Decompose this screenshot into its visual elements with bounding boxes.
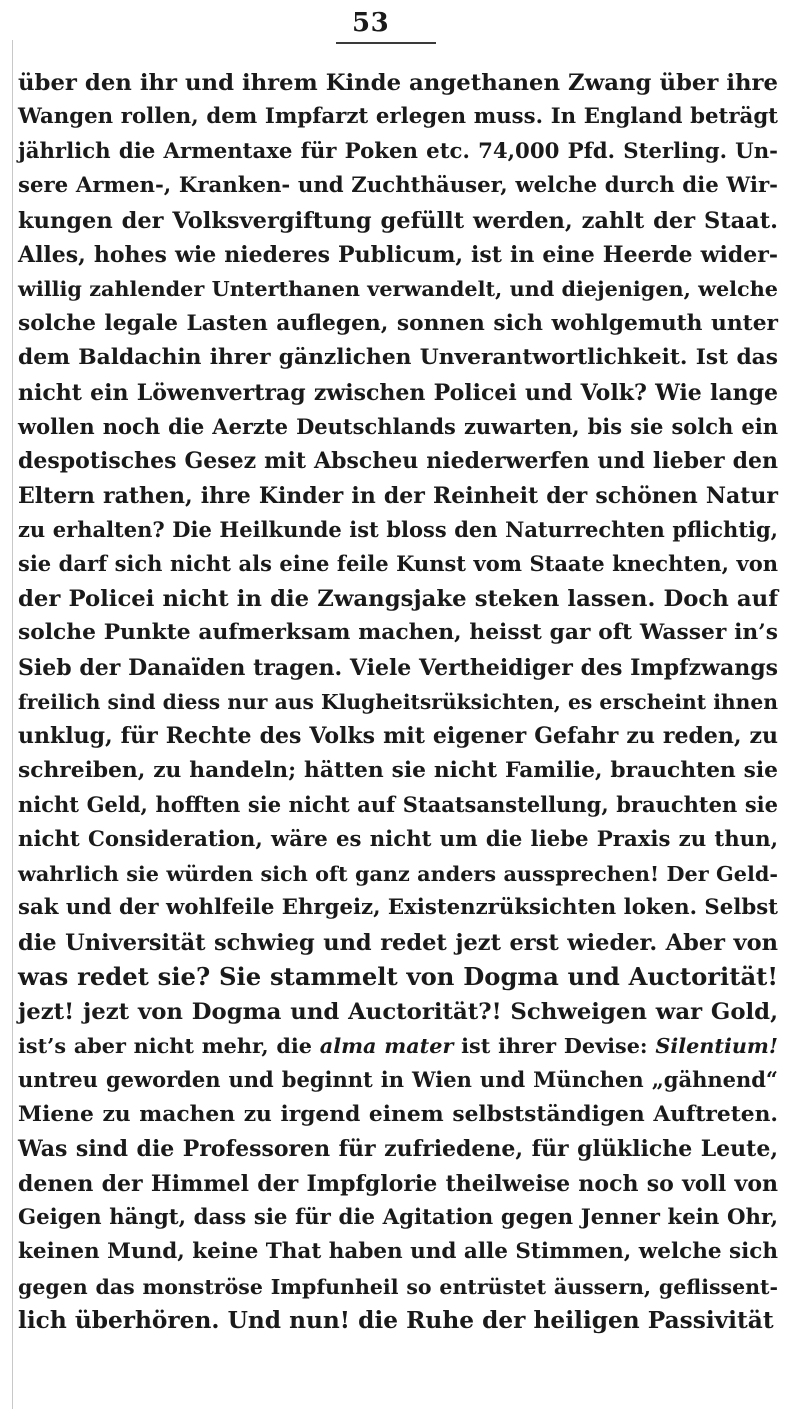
text-line: nicht ein Löwenvertrag zwischen Policei und Volk? Wie lange [18,379,778,406]
text-line: gegen das monströse Impfunheil so entrüstet äussern, geflissent- [18,1274,778,1299]
text-line: denen der Himmel der Impfglorie theilweise noch so voll von [18,1170,778,1197]
text-line: kungen der Volksvergiftung gefüllt werden, zahlt der Staat. [18,207,778,234]
text-line: Eltern rathen, ihre Kinder in der Reinheit der schönen Natur [18,482,778,509]
page-number: 53 [352,8,390,38]
text-line: freilich sind diess nur aus Klugheitsrüksichten, es erscheint ihnen [18,690,778,715]
text-line: lich überhören. Und nun! die Ruhe der heiligen Passivität [18,1307,774,1335]
text-line: wahrlich sie würden sich oft ganz anders aussprechen! Der Geld- [18,861,778,886]
text-line: Miene zu machen zu irgend einem selbstständigen Auftreten. [18,1101,778,1127]
text-line [18,1029,778,1063]
text-line: Alles, hohes wie niederes Publicum, ist in eine Heerde wider- [18,241,778,268]
text-line: schreiben, zu handeln; hätten sie nicht Familie, brauchten sie [18,757,778,783]
text-line: sie darf sich nicht als eine feile Kunst vom Staate knechten, von [18,551,778,577]
text-line: wollen noch die Aerzte Deutschlands zuwarten, bis sie solch ein [18,413,778,439]
text-line: nicht Geld, hofften sie nicht auf Staatsanstellung, brauchten sie [18,792,778,818]
text-line: jezt! jezt von Dogma und Auctorität?! Schweigen war Gold, [18,998,778,1025]
text-line: solche Punkte aufmerksam machen, heisst gar oft Wasser in’s [18,620,778,646]
page-number-rule [336,42,436,44]
text-line: despotisches Gesez mit Abscheu niederwerfen und lieber den [18,448,778,475]
text-line: was redet sie? Sie stammelt von Dogma und Auctorität! [18,962,778,992]
text-span: ist’s aber nicht mehr, die [18,1033,320,1058]
text-line: nicht Consideration, wäre es nicht um die liebe Praxis zu thun, [18,826,778,852]
text-line: keinen Mund, keine That haben und alle Stimmen, welche sich [18,1239,778,1265]
text-line: Was sind die Professoren für zufriedene, für glükliche Leute, [18,1136,778,1163]
italic-phrase-alma-mater: alma mater [319,1033,454,1058]
text-line: Wangen rollen, dem Impfarzt erlegen muss. In England beträgt [18,104,778,130]
text-line: jährlich die Armentaxe für Poken etc. 74,000 Pfd. Sterling. Un- [18,138,778,164]
italic-phrase-silentium: Silentium! [655,1033,778,1058]
text-line: die Universität schwieg und redet jezt erst wieder. Aber von [18,929,778,956]
text-line: sere Armen-, Kranken- und Zuchthäuser, welche durch die Wir- [18,173,778,199]
text-line: willig zahlender Unterthanen verwandelt, und diejenigen, welche [18,277,778,302]
text-line: unklug, für Rechte des Volks mit eigener Gefahr zu reden, zu [18,723,778,750]
text-span: ist ihrer Devise: [453,1033,656,1058]
body-text [18,66,778,1338]
binding-edge-line [12,40,13,1409]
text-line: solche legale Lasten auflegen, sonnen sich wohlgemuth unter [18,310,778,336]
text-line: der Policei nicht in die Zwangsjake steken lassen. Doch auf [18,585,778,612]
text-line: Sieb der Danaïden tragen. Viele Vertheidiger des Impfzwangs [18,654,778,681]
text-line: zu erhalten? Die Heilkunde ist bloss den Naturrechten pflichtig, [18,517,778,543]
text-line: untreu geworden und beginnt in Wien und München „gähnend“ [18,1067,778,1093]
text-line: sak und der wohlfeile Ehrgeiz, Existenzrüksichten loken. Selbst [18,895,778,921]
text-line: über den ihr und ihrem Kinde angethanen Zwang über ihre [18,70,778,96]
text-line: Geigen hängt, dass sie für die Agitation gegen Jenner kein Ohr, [18,1204,778,1230]
text-line: dem Baldachin ihrer gänzlichen Unverantwortlichkeit. Ist das [18,345,778,371]
